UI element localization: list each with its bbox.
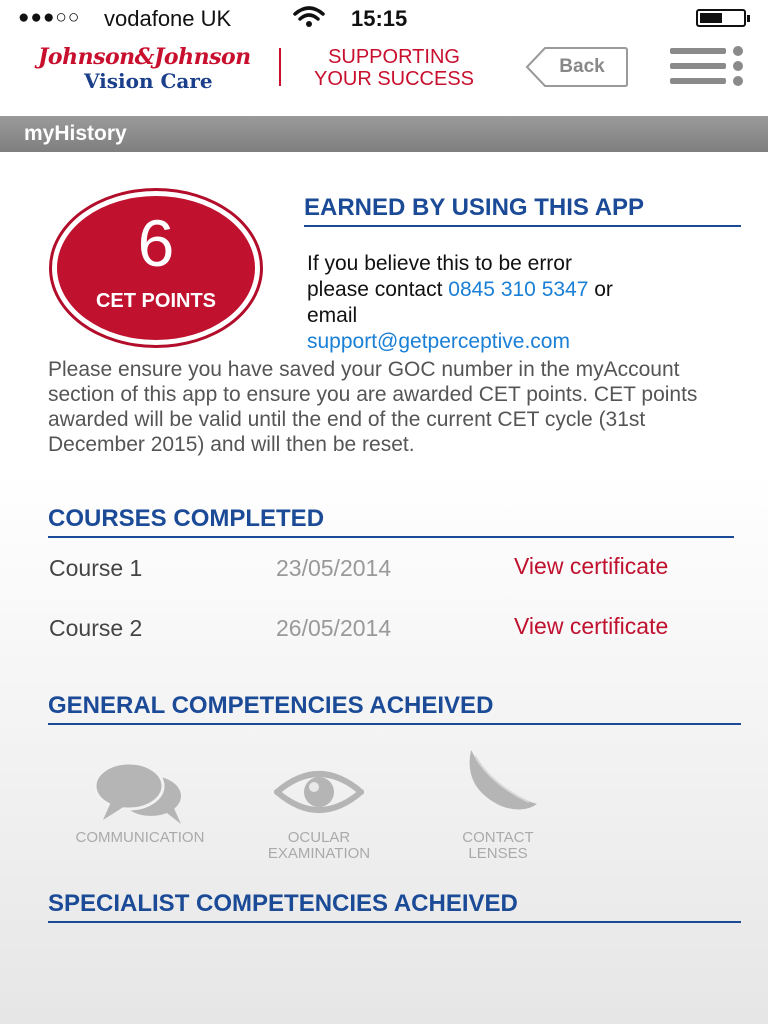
course-date: 26/05/2014	[276, 615, 392, 641]
contact-info	[307, 251, 747, 355]
cet-points-label: CET POINTS	[95, 290, 216, 312]
table-row	[49, 555, 739, 591]
battery-icon	[696, 9, 746, 27]
course-name: Course 2	[49, 615, 143, 641]
back-button[interactable]	[525, 46, 629, 88]
app-header	[0, 36, 768, 116]
badge-circle	[57, 196, 255, 340]
contact-prefix: please contact	[307, 278, 449, 301]
contact-line-2	[307, 277, 747, 303]
general-competencies-heading: GENERAL COMPETENCIES ACHEIVED	[48, 692, 741, 725]
earned-heading: EARNED BY USING THIS APP	[304, 194, 741, 227]
wifi-icon	[292, 5, 326, 29]
course-date: 23/05/2014	[276, 555, 392, 581]
competency-label: OCULAR EXAMINATION	[267, 829, 371, 862]
carrier-name: vodafone UK	[104, 6, 232, 31]
cet-points-value: 6	[137, 206, 175, 280]
goc-notice: Please ensure you have saved your GOC number in the myAccount section of this app to ensure you are awarded CET points. CET points awarded will be valid until the end of the current CET cycle (31st December 2015) and will then be reset.	[48, 358, 698, 456]
status-bar	[0, 0, 768, 36]
table-row	[49, 615, 739, 651]
brand-logo-subtitle: Vision Care	[84, 69, 213, 93]
phone-link[interactable]: 0845 310 5347	[448, 278, 589, 301]
contact-suffix: or	[588, 278, 613, 301]
email-link[interactable]: support@getperceptive.com	[307, 330, 570, 353]
tagline-line2: YOUR SUCCESS	[313, 68, 475, 90]
clock: 15:15	[351, 6, 408, 31]
specialist-competencies-heading: SPECIALIST COMPETENCIES ACHEIVED	[48, 890, 741, 923]
signal-strength-icon: ●●●○○	[18, 7, 81, 28]
back-button-label: Back	[559, 56, 605, 77]
courses-heading: COURSES COMPLETED	[48, 505, 734, 538]
tagline-line1: SUPPORTING	[328, 46, 460, 68]
brand-logo-name: Johnson&Johnson	[38, 44, 251, 70]
hamburger-menu-icon[interactable]	[668, 46, 748, 90]
competency-label: CONTACT LENSES	[462, 829, 534, 862]
tagline	[296, 46, 492, 90]
section-title: myHistory	[24, 122, 127, 145]
speech-bubbles-icon	[93, 762, 189, 824]
contact-line-3: email	[307, 304, 358, 327]
view-certificate-link[interactable]: View certificate	[514, 613, 669, 639]
cet-points-badge	[49, 188, 263, 348]
eye-icon	[274, 766, 364, 818]
header-divider	[279, 48, 281, 86]
section-title-bar	[0, 116, 768, 152]
contact-line-1: If you believe this to be error	[307, 252, 572, 275]
competency-label: COMMUNICATION	[75, 829, 205, 846]
course-name: Course 1	[49, 555, 143, 581]
contact-lens-icon	[461, 748, 541, 814]
view-certificate-link[interactable]: View certificate	[514, 553, 669, 579]
